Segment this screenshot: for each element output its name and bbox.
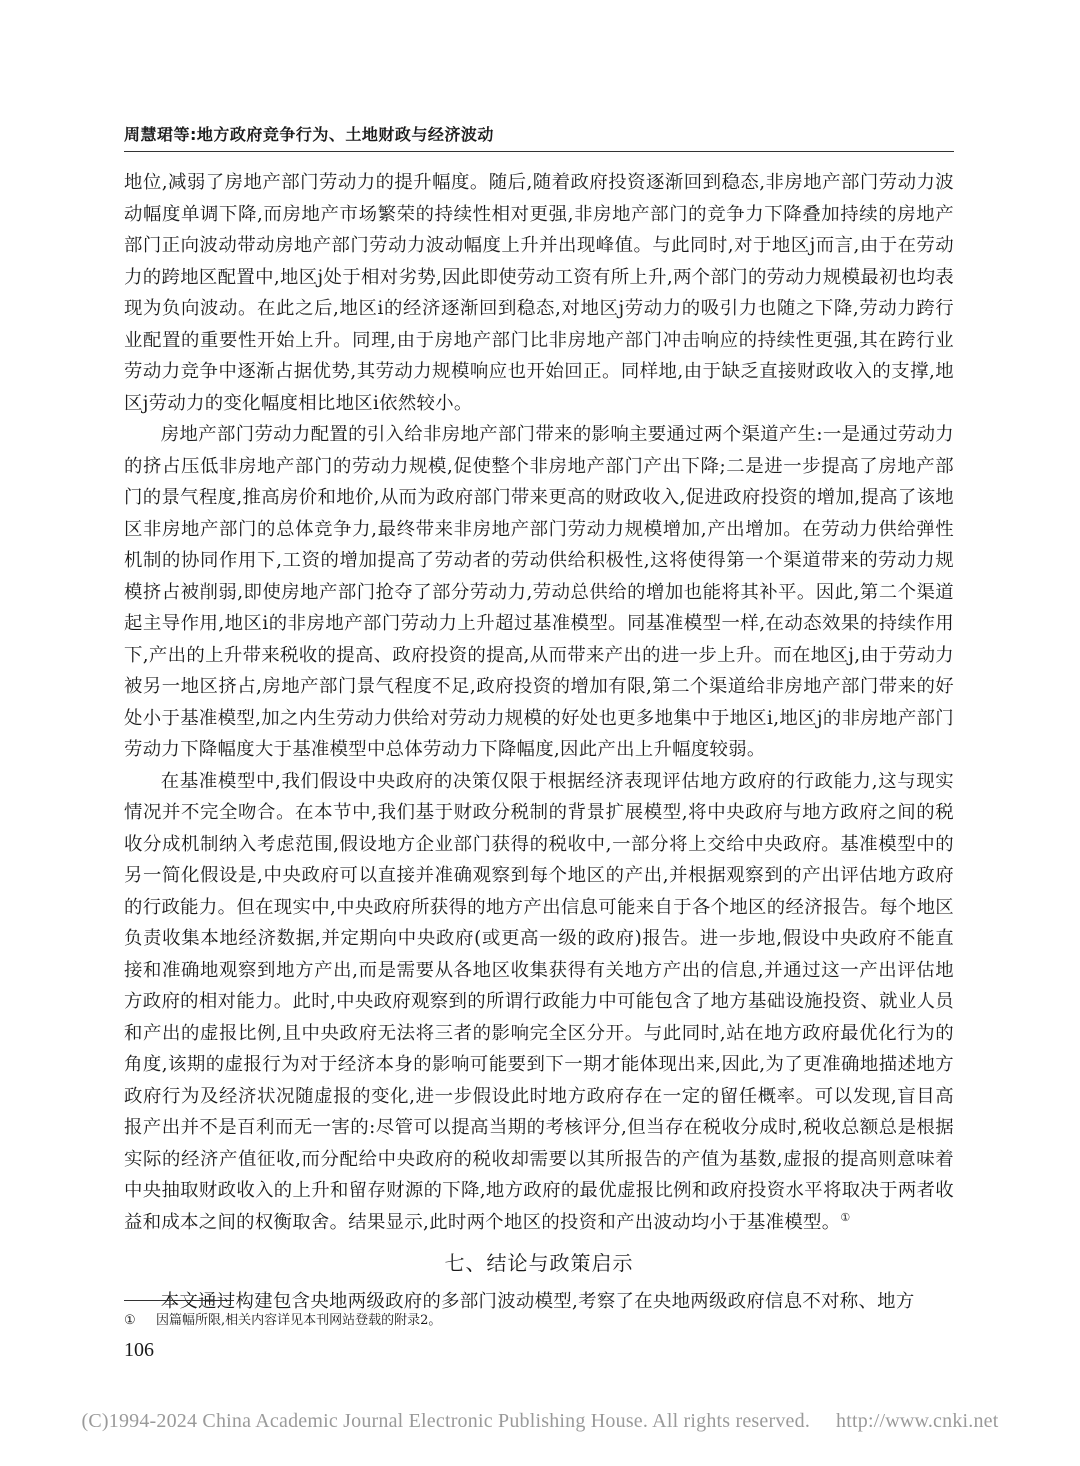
footnote-rule bbox=[124, 1300, 234, 1301]
paragraph-2: 房地产部门劳动力配置的引入给非房地产部门带来的影响主要通过两个渠道产生:一是通过劳动力的挤占压低非房地产部门的劳动力规模,促使整个非房地产部门产出下降;二是进一步提高了房地产部门的景气程度,推高房价和地价,从而为政府部门带来更高的财政收入,促进政府投资的增加,提高了该地区非房地产部门的总体竞争力,最终带来非房地产部门劳动力规模增加,产出增加。在劳动力供给弹性机制的协同作用下,工资的增加提高了劳动者的劳动供给积极性,这将使得第一个渠道带来的劳动力规模挤占被削弱,即使房地产部门抢夺了部分劳动力,劳动总供给的增加也能将其补平。因此,第二个渠道起主导作用,地区i的非房地产部门劳动力上升超过基准模型。同基准模型一样,在动态效果的持续作用下,产出的上升带来税收的提高、政府投资的提高,从而带来产出的进一步上升。而在地区j,由于劳动力被另一地区挤占,房地产部门景气程度不足,政府投资的增加有限,第二个渠道给非房地产部门带来的好处小于基准模型,加之内生劳动力供给对劳动力规模的好处也更多地集中于地区i,地区j的非房地产部门劳动力下降幅度大于基准模型中总体劳动力下降幅度,因此产出上升幅度较弱。 bbox=[124, 424, 954, 760]
watermark-url[interactable]: http://www.cnki.net bbox=[836, 1410, 999, 1432]
paragraph-1: 地位,减弱了房地产部门劳动力的提升幅度。随后,随着政府投资逐渐回到稳态,非房地产部门劳动力波动幅度单调下降,而房地产市场繁荣的持续性相对更强,非房地产部门的竞争力下降叠加持续的房地产部门正向波动带动房地产部门劳动力波动幅度上升并出现峰值。与此同时,对于地区j而言,由于在劳动力的跨地区配置中,地区j处于相对劣势,因此即使劳动工资有所上升,两个部门的劳动力规模最初也均表现为负向波动。在此之后,地区i的经济逐渐回到稳态,对地区j劳动力的吸引力也随之下降,劳动力跨行业配置的重要性开始上升。同理,由于房地产部门比非房地产部门冲击响应的持续性更强,其在跨行业劳动力竞争中逐渐占据优势,其劳动力规模响应也开始回正。同样地,由于缺乏直接财政收入的支撑,地区j劳动力的变化幅度相比地区i依然较小。 bbox=[124, 172, 954, 414]
footnote-text: 因篇幅所限,相关内容详见本刊网站登载的附录2。 bbox=[156, 1313, 442, 1328]
footnote-mark: ① bbox=[124, 1313, 136, 1328]
running-title: 周慧珺等:地方政府竞争行为、土地财政与经济波动 bbox=[124, 125, 494, 144]
paragraph-4: 本文通过构建包含央地两级政府的多部门波动模型,考察了在央地两级政府信息不对称、地方 bbox=[160, 1291, 915, 1312]
paragraph-3 bbox=[124, 766, 954, 1239]
footnote-reference-1[interactable]: ① bbox=[840, 1210, 851, 1224]
footnote-1 bbox=[124, 1312, 954, 1330]
paragraph-3-text: 在基准模型中,我们假设中央政府的决策仅限于根据经济表现评估地方政府的行政能力,这与现实情况并不完全吻合。在本节中,我们基于财政分税制的背景扩展模型,将中央政府与地方政府之间的税收分成机制纳入考虑范围,假设地方企业部门获得的税收中,一部分将上交给中央政府。基准模型中的另一简化假设是,中央政府可以直接并准确观察到每个地区的产出,并根据观察到的产出评估地方政府的行政能力。但在现实中,中央政府所获得的地方产出信息可能来自于各个地区的经济报告。每个地区负责收集本地经济数据,并定期向中央政府(或更高一级的政府)报告。进一步地,假设中央政府不能直接和准确地观察到地方产出,而是需要从各地区收集获得有关地方产出的信息,并通过这一产出评估地方政府的相对能力。此时,中央政府观察到的所谓行政能力中可能包含了地方基础设施投资、就业人员和产出的虚报比例,且中央政府无法将三者的影响完全区分开。与此同时,站在地方政府最优化行为的角度,该期的虚报行为对于经济本身的影响可能要到下一期才能体现出来,因此,为了更准确地描述地方政府行为及经济状况随虚报的变化,进一步假设此时地方政府存在一定的留任概率。可以发现,盲目高报产出并不是百利而无一害的:尽管可以提高当期的考核评分,但当存在税收分成时,税收总额总是根据实际的经济产值征收,而分配给中央政府的税收却需要以其所报告的产值为基数,虚报的提高则意味着中央抽取财政收入的上升和留存财源的下降,地方政府的最优虚报比例和政府投资水平将取决于两者收益和成本之间的权衡取舍。结果显示,此时两个地区的投资和产出波动均小于基准模型。 bbox=[124, 770, 954, 1233]
watermark-copyright: (C)1994-2024 China Academic Journal Electronic Publishing House. All rights reserved. bbox=[81, 1410, 811, 1432]
article-body bbox=[124, 167, 954, 1318]
page-number: 106 bbox=[124, 1339, 154, 1361]
cnki-watermark bbox=[0, 1410, 1080, 1433]
section-heading-conclusion: 七、结论与政策启示 bbox=[444, 1251, 634, 1275]
header-rule bbox=[124, 151, 954, 152]
